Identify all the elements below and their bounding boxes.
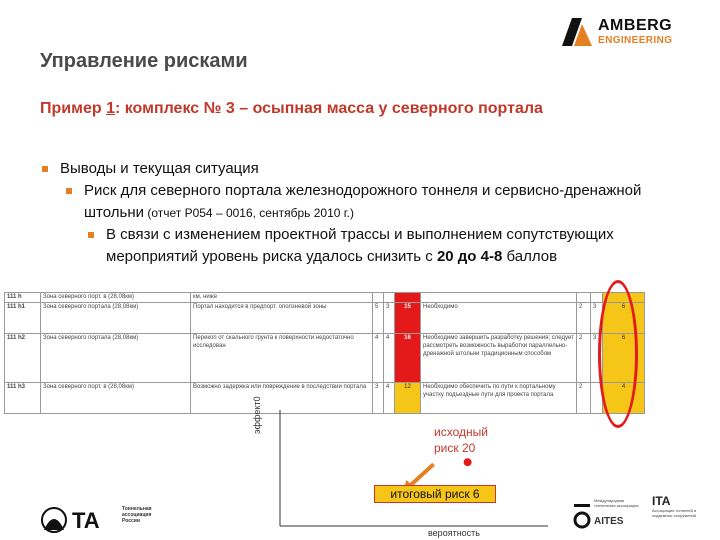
table-cell-id: 111 h2: [5, 334, 41, 383]
table-cell-id: 111 h: [5, 293, 41, 303]
table-cell-measure: [421, 293, 577, 303]
bullet-level-2: [40, 180, 700, 224]
table-cell-b: [384, 293, 395, 303]
table-cell-a: 3: [373, 383, 384, 414]
subtitle-number: 1: [106, 100, 115, 117]
start-risk-label: исходный риск 20: [434, 425, 488, 455]
table-cell-desc: Возможно задержка или повреждение в последствии портала: [191, 383, 373, 414]
table-cell-desc: Перекоп от скального грунта к поверхности недостаточно исследован: [191, 334, 373, 383]
page-subtitle: [40, 100, 543, 118]
table-cell-id: 111 h1: [5, 303, 41, 334]
table-cell-a2: 2: [577, 303, 591, 334]
table-cell-a2: 2: [577, 383, 591, 414]
table-row: [5, 334, 645, 383]
table-cell-id: 111 h3: [5, 383, 41, 414]
risk-chart: [250, 408, 550, 538]
risk-table: [4, 292, 645, 414]
highlight-circle: [598, 280, 638, 428]
table-cell-a: 5: [373, 303, 384, 334]
x-axis-label: вероятность: [428, 528, 480, 538]
bullet-text-end: баллов: [502, 248, 558, 265]
bullet-square-icon: [66, 188, 72, 194]
table-cell-b2: [591, 293, 603, 303]
table-cell-res: 6: [603, 303, 645, 334]
table-cell-desc: км, ниже: [191, 293, 373, 303]
ita-aites-logo-icon: [572, 496, 592, 532]
table-cell-b2: 3: [591, 334, 603, 383]
ita-text: ITA: [652, 494, 671, 508]
bullet-level-3: [40, 224, 700, 268]
bullet-level-1: [40, 158, 700, 180]
table-cell-risk: 15: [395, 303, 421, 334]
table-row: [5, 293, 645, 303]
risk-arrow: [409, 464, 434, 487]
table-cell-a: 4: [373, 334, 384, 383]
tunnel-association-text: Тоннельная ассоциация России: [122, 506, 152, 524]
bullet-list: [40, 158, 700, 268]
table-cell-measure: Необходимо обеспечить по пути к портальному участку подъездные пути для проекта портала: [421, 383, 577, 414]
final-risk-label: итоговый риск 6: [374, 485, 496, 503]
ita-small-text-2: Ассоциация тоннелей и подземных сооружений: [652, 508, 697, 518]
risk-table-container: [4, 292, 644, 414]
table-cell-zone: Зона северного порт. в (28,08км): [41, 383, 191, 414]
bullet-square-icon: [42, 166, 48, 172]
logo-name: AMBERG: [598, 17, 673, 34]
table-cell-risk: 12: [395, 383, 421, 414]
table-cell-b2: 3: [591, 303, 603, 334]
logo-subtitle: ENGINEERING: [598, 35, 673, 46]
subtitle-prefix: Пример: [40, 100, 107, 117]
bullet-emphasis: 20 до 4-8: [436, 248, 503, 265]
table-row: [5, 303, 645, 334]
bullet-text: В связи с изменением проектной трассы и выполнением сопутствующих мероприятий уровень риска удалось снизить с: [106, 226, 614, 265]
table-cell-zone: Зона северного портала (28,08км): [41, 303, 191, 334]
table-cell-a2: [577, 293, 591, 303]
table-cell-res: 6: [603, 334, 645, 383]
table-cell-zone: Зона северного портала (28,08км): [41, 334, 191, 383]
table-cell-b: 3: [384, 303, 395, 334]
table-cell-risk: [395, 293, 421, 303]
table-cell-risk: 16: [395, 334, 421, 383]
subtitle-rest: : комплекс № 3 – осыпная масса у северного портала: [114, 100, 543, 117]
page-title: Управление рисками: [40, 50, 248, 72]
table-cell-b: 4: [384, 334, 395, 383]
table-cell-res: 4: [603, 383, 645, 414]
table-cell-measure: Необходимо завершить разработку решения; следует рассмотреть возможность выработки параллельно-дренажной штольни традиционным способом: [421, 334, 577, 383]
table-cell-a: [373, 293, 384, 303]
start-risk-point: [464, 458, 472, 466]
table-cell-b: 4: [384, 383, 395, 414]
table-cell-desc: Портал находится в предпорт. оползневой зоны: [191, 303, 373, 334]
ita-aites-text: AITES: [594, 516, 624, 527]
bullet-text: Выводы и текущая ситуация: [60, 160, 259, 177]
amberg-logo-icon: [562, 18, 592, 46]
tunnel-association-logo-icon: [40, 504, 120, 534]
y-axis-label: эффект0: [252, 396, 262, 434]
table-cell-measure: Необходимо: [421, 303, 577, 334]
table-cell-a2: 2: [577, 334, 591, 383]
bullet-text: Риск для северного портала железнодорожного тоннеля и сервисно-дренажной штольни: [84, 182, 642, 221]
bullet-note: (отчет P054 – 0016, сентябрь 2010 г.): [143, 206, 355, 220]
table-cell-zone: Зона северного порт. в (28,08км): [41, 293, 191, 303]
bullet-square-icon: [88, 232, 94, 238]
ita-small-text: Международная тоннельная ассоциация: [594, 498, 639, 508]
svg-text:TA: TA: [72, 508, 100, 533]
